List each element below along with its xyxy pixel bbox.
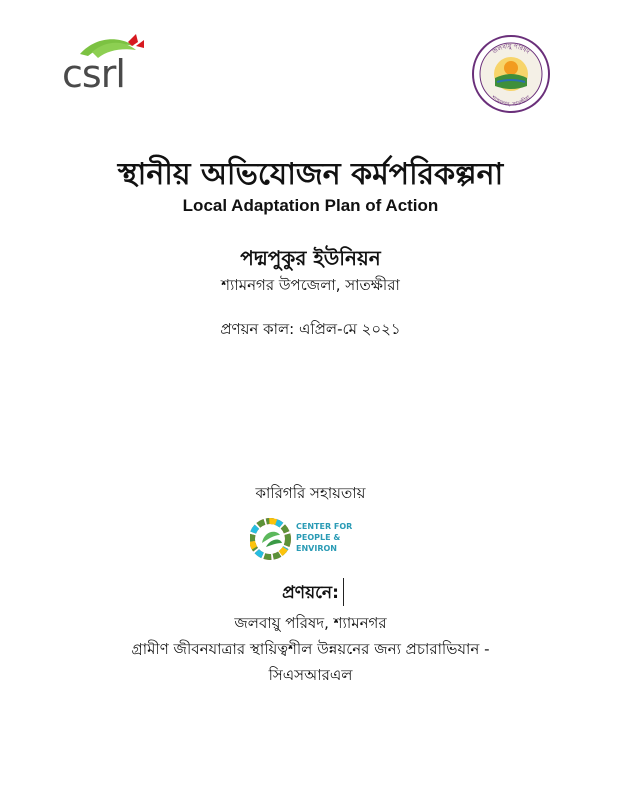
climate-council-seal: [471, 34, 551, 114]
upazila-district: শ্যামনগর উপজেলা, সাতক্ষীরা: [221, 276, 400, 294]
technical-support-label: কারিগরি সহায়তায়: [255, 484, 366, 502]
cpe-text-line1: CENTER FOR: [296, 522, 353, 531]
organization-line-2: গ্রামীণ জীবনযাত্রার স্থায়িত্বশীল উন্নয়নের জন্য প্রচারাভিযান -: [131, 640, 490, 658]
organization-line-3: সিএসআরএল: [268, 666, 353, 684]
text-cursor: [343, 578, 344, 606]
document-title-bangla: স্থানীয় অভিযোজন কর্মপরিকল্পনা: [117, 157, 504, 192]
cpe-logo: [250, 515, 370, 565]
prepared-by-label: প্রণয়নে:: [282, 583, 339, 603]
union-name: পদ্মপুকুর ইউনিয়ন: [240, 246, 381, 270]
organization-line-1: জলবায়ু পরিষদ, শ্যামনগর: [234, 614, 387, 632]
document-title-english: Local Adaptation Plan of Action: [182, 196, 439, 215]
cpe-text-line2: PEOPLE &: [296, 533, 341, 542]
seal-top-text: জলবায়ু পরিষদ: [491, 42, 531, 56]
cpe-text-line3: ENVIRON: [296, 544, 337, 553]
seal-bottom-text: শ্যামনগর, সাতক্ষীরা: [490, 95, 532, 109]
csrl-logo-text: csrl: [62, 52, 125, 96]
preparation-period: প্রণয়ন কাল: এপ্রিল-মে ২০২১: [220, 320, 401, 338]
